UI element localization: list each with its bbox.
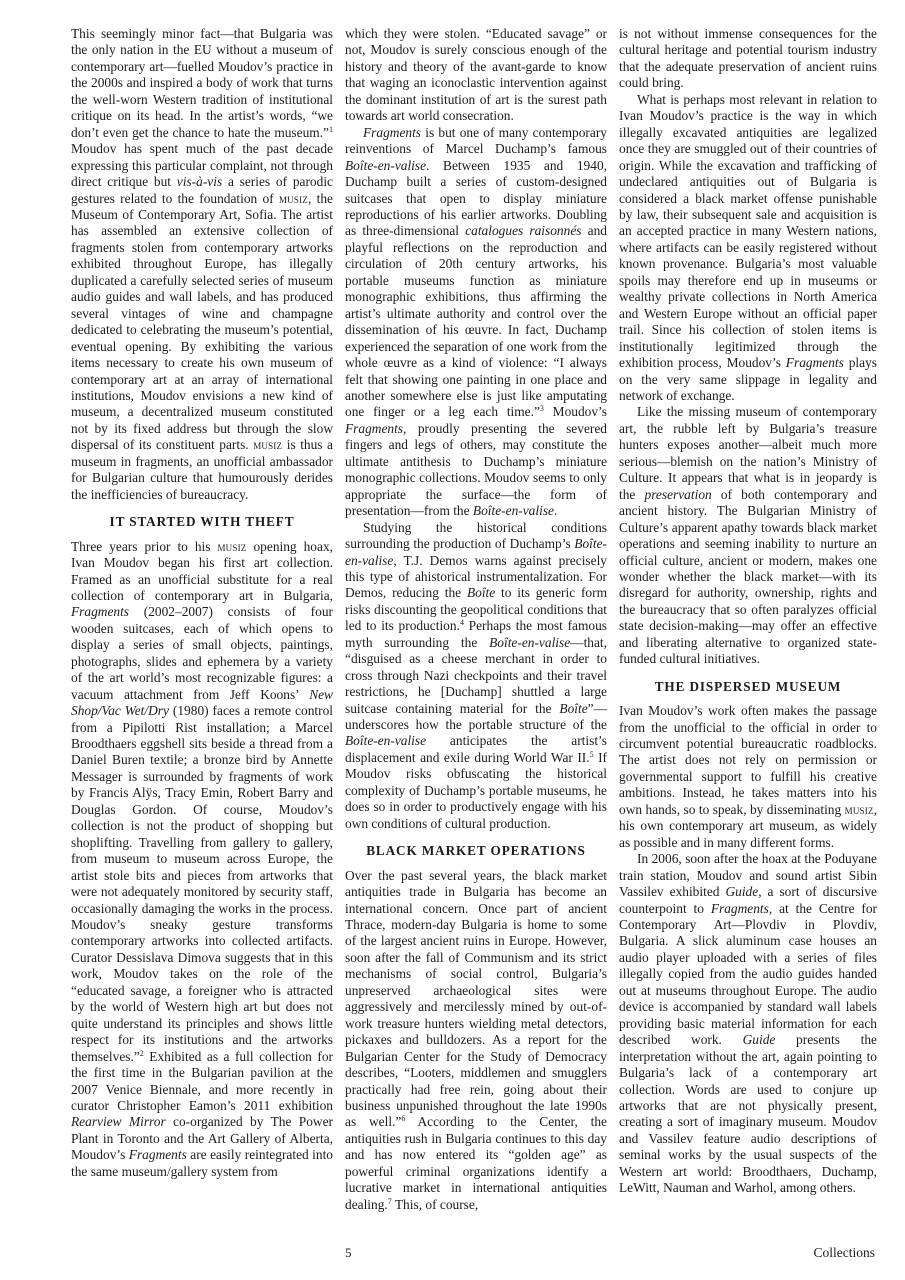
text-column-3	[619, 26, 877, 1197]
text-column-1	[71, 26, 333, 1180]
paragraph: This seemingly minor fact—that Bulgaria was the only nation in the EU without a museum of contemporary art—fuelled Moudov’s practice in the 2000s and inspired a body of work that turns the well-worn Western tradition of institutional critique on its head. In the artist’s words, “we don’t even get the chance to hate the museum.”$^1$ Moudov has spent much of the past decade expressing this particular complaint, not through direct critique but vis-à-vis a series of parodic gestures related to the foundation of musiz, the Museum of Contemporary Art, Sofia. The artist has assembled an extensive collection of fragments stolen from contemporary artworks exhibited throughout Europe, has illegally duplicated a carefully selected series of museum audio guides and wall labels, and has produced several vintages of wine and champagne dedicated to celebrating the museum’s potential, eventual opening. By exhibiting the various items necessary to create his own museum of contemporary art at an array of international institutions, Moudov envisions a new kind of museum, a decentralized museum constituted not by its fixed address but through the slow dispersal of its constituent parts. musiz is thus a museum in fragments, an unofficial ambassador for Bulgarian culture that humourously derides the inefficiencies of bureaucracy.	[71, 26, 333, 502]
paragraph: In 2006, soon after the hoax at the Poduyane train station, Moudov and sound artist Sibin Vassilev exhibited Guide, a sort of discursive counterpoint to Fragments, at the Centre for Contemporary Art—Plovdiv in Plovdiv, Bulgaria. A slick aluminum case houses an audio player uploaded with a series of files illegally copied from the audio guides handed out at museums throughout Europe. The audio device is accompanied by standard wall labels providing basic material information for each described work. Guide presents the interpretation without the art, again pointing to Bulgaria’s lack of a contemporary art collection. Words are used to conjure up artworks that are not physically present, creating a sort of imaginary museum. Moudov and Vassilev feature audio descriptions of seminal works by the usual suspects of the Western art world: Broodthaers, Duchamp, LeWitt, Nauman and Warhol, among others.	[619, 851, 878, 1196]
section-heading: BLACK MARKET OPERATIONS	[366, 843, 586, 859]
section-heading: IT STARTED WITH THEFT	[109, 514, 295, 530]
paragraph: Three years prior to his musiz opening hoax, Ivan Moudov began his first art collection. Framed as an unofficial substitute for a real collection of contemporary art in Bulgaria, Fragments (2002–2007) consists of four wooden suitcases, each of which opens to display a series of small objects, paintings, photographs, slides and ephemera by a variety of the art world’s most recognizable figures: a vacuum attachment from Jeff Koons’ New Shop/Vac Wet/Dry (1980) faces a remote control from a Pipilotti Rist installation; a Marcel Broodthaers eggshell sits beside a thread from a Daniel Buren textile; a bronze bird by Annette Messager is surrounded by fragments of work by Francis Alÿs, Tracy Emin, Robert Barry and Douglas Gordon. Of course, Moudov’s collection is not the product of shopping but shoplifting. Travelling from gallery to gallery, from museum to museum across Europe, the artist stole bits and pieces from artworks that were not adequately monitored by security staff, occasionally damaging the works in the process. Moudov’s sneaky gesture transforms contemporary artworks into collected artifacts. Curator Dessislava Dimova suggests that in this work, Moudov takes on the role of the “educated savage, a foreigner who is attracted by the world of Western high art but does not quite understand its principles and shows little respect for its institutions and the artworks themselves.”$^2$ Exhibited as a full collection for the first time in the Bulgarian pavilion at the 2007 Venice Biennale, and more recently in curator Christopher Eamon’s 2011 exhibition Rearview Mirror co-organized by The Power Plant in Toronto and the Art Gallery of Alberta, Moudov’s Fragments are easily reintegrated into the same museum/gallery system from	[71, 538, 333, 1179]
footnote-ref: 4	[459, 618, 464, 628]
page-number: 5	[345, 1245, 352, 1260]
footnote-ref: 1	[329, 124, 333, 134]
footnote-ref: 6	[401, 1114, 406, 1124]
footnote-ref: 3	[539, 404, 544, 414]
paragraph: Ivan Moudov’s work often makes the passage from the unofficial to the official in order to circumvent potential bureaucratic roadblocks. The artist does not rely on permission or governmental support to fulfill his creative ambitions. Instead, he takes matters into his own hands, so to speak, by disseminating musiz, his own contemporary art museum, as widely as possible and in many different forms.	[619, 703, 877, 850]
running-footer: Collections	[813, 1245, 875, 1260]
footnote-ref: 2	[139, 1048, 144, 1058]
footnote-ref: 5	[589, 749, 594, 759]
text-column-2	[345, 26, 607, 1213]
footnote-ref: 7	[387, 1196, 392, 1206]
paragraph: Like the missing museum of contemporary art, the rubble left by Bulgaria’s treasure hunters exposes another—albeit much more serious—blemish on the nation’s Ministry of Culture. It appears that what is in jeopardy is the preservation of both contemporary and ancient history. The Bulgarian Ministry of Culture’s apparent apathy towards black market operations and seeming inability to nurture an official culture, ancient or modern, makes one wonder whether the black market—with its disregard for authority, ownership, rights and the bureaucracy that so often paralyzes official state decision-making—may offer an effective and liberating alternative to organized state-funded cultural initiatives.	[619, 404, 877, 667]
section-heading: THE DISPERSED MUSEUM	[654, 678, 842, 694]
paragraph: Over the past several years, the black market antiquities trade in Bulgaria has become an international concern. Once part of ancient Thrace, modern-day Bulgaria is home to some of the largest ancient ruins in Europe. However, soon after the fall of Communism and its strict mechanisms of social control, Bulgaria’s unpreserved archaeological sites were aggressively and mercilessly mined by out-of-work treasure hunters wielding metal detectors, pickaxes and bulldozers. As a report for the Bulgarian Center for the Study of Democracy describes, “Looters, middlemen and smugglers practically had free rein, going about their business unpunished throughout the late 1990s as well.”$^6$ According to the Center, the antiquities rush in Bulgaria continues to this day and has now entered its “golden age” as powerful criminal organizations identify a lucrative market in international antiquities dealing.$^7$ This, of course,	[345, 867, 608, 1212]
paragraph: is not without immense consequences for the cultural heritage and potential tourism industry that the adequate preservation of ancient ruins could bring.	[619, 26, 877, 91]
paragraph: which they were stolen. “Educated savage” or not, Moudov is surely conscious enough of the history and theory of the avant-garde to know that waging an iconoclastic intervention against the dominant institution of art is the surest path towards art world consecration.	[345, 26, 607, 124]
paragraph: Studying the historical conditions surrounding the production of Duchamp’s Boîte-en-valise, T.J. Demos warns against precisely this type of ahistorical instrumentalization. For Demos, reducing the Boîte to its generic form risks discounting the geopolitical conditions that led to its production.$^4$ Perhaps the most famous myth surrounding the Boîte-en-valise—that, “disguised as a cheese merchant in order to cross through Nazi checkpoints and their travel restrictions, he [Duchamp] shuttled a large suitcase containing material for the Boîte”—underscores how the portable structure of the Boîte-en-valise anticipates the artist’s displacement and exile during World War II.$^5$ If Moudov risks obfuscating the historical complexity of Duchamp’s portable museums, he does so in order to productively engage with his own conditions of cultural production.	[345, 519, 607, 831]
paragraph: Fragments is but one of many contemporary reinventions of Marcel Duchamp’s famous Boîte-en-valise. Between 1935 and 1940, Duchamp built a series of custom-designed suitcases that open to display miniature reproductions of his earlier artworks. Doubling as three-dimensional catalogues raisonnés and playful reflections on the reproduction and circulation of 20th century artworks, his portable museums function as miniature monographic exhibitions, thus affirming the artist’s ultimate authority and control over the dissemination of his œuvre. In fact, Duchamp experienced the separation of one work from the whole œuvre as a kind of violence: “I always felt that showing one painting in one place and another somewhere else is just like amputating one finger or a leg each time.”$^3$ Moudov’s Fragments, proudly presenting the severed fingers and legs of others, may constitute the ultimate antithesis to Duchamp’s miniature monographic collections. Moudov seems to only appropriate the surface—the form of presentation—from the Boîte-en-valise.	[345, 124, 607, 519]
paragraph: What is perhaps most relevant in relation to Ivan Moudov’s practice is the way in which illegally excavated antiquities are legalized once they are smuggled out of their countries of origin. While the excavation and trafficking of undeclared antiquities out of Bulgaria is considered a black market offense punishable by law, their subsequent sale and acquisition is an accepted practice in many Western nations, where artifacts can be easily registered without known provenance. Bulgaria’s most valuable spoils may therefore end up in museums or wealthy private collections in North America and Western Europe without an official paper trail. Since his collection of stolen items is institutionally legitimized through the exhibition process, Moudov’s Fragments plays on the very same slippage in legality and network of exchange.	[619, 91, 877, 403]
